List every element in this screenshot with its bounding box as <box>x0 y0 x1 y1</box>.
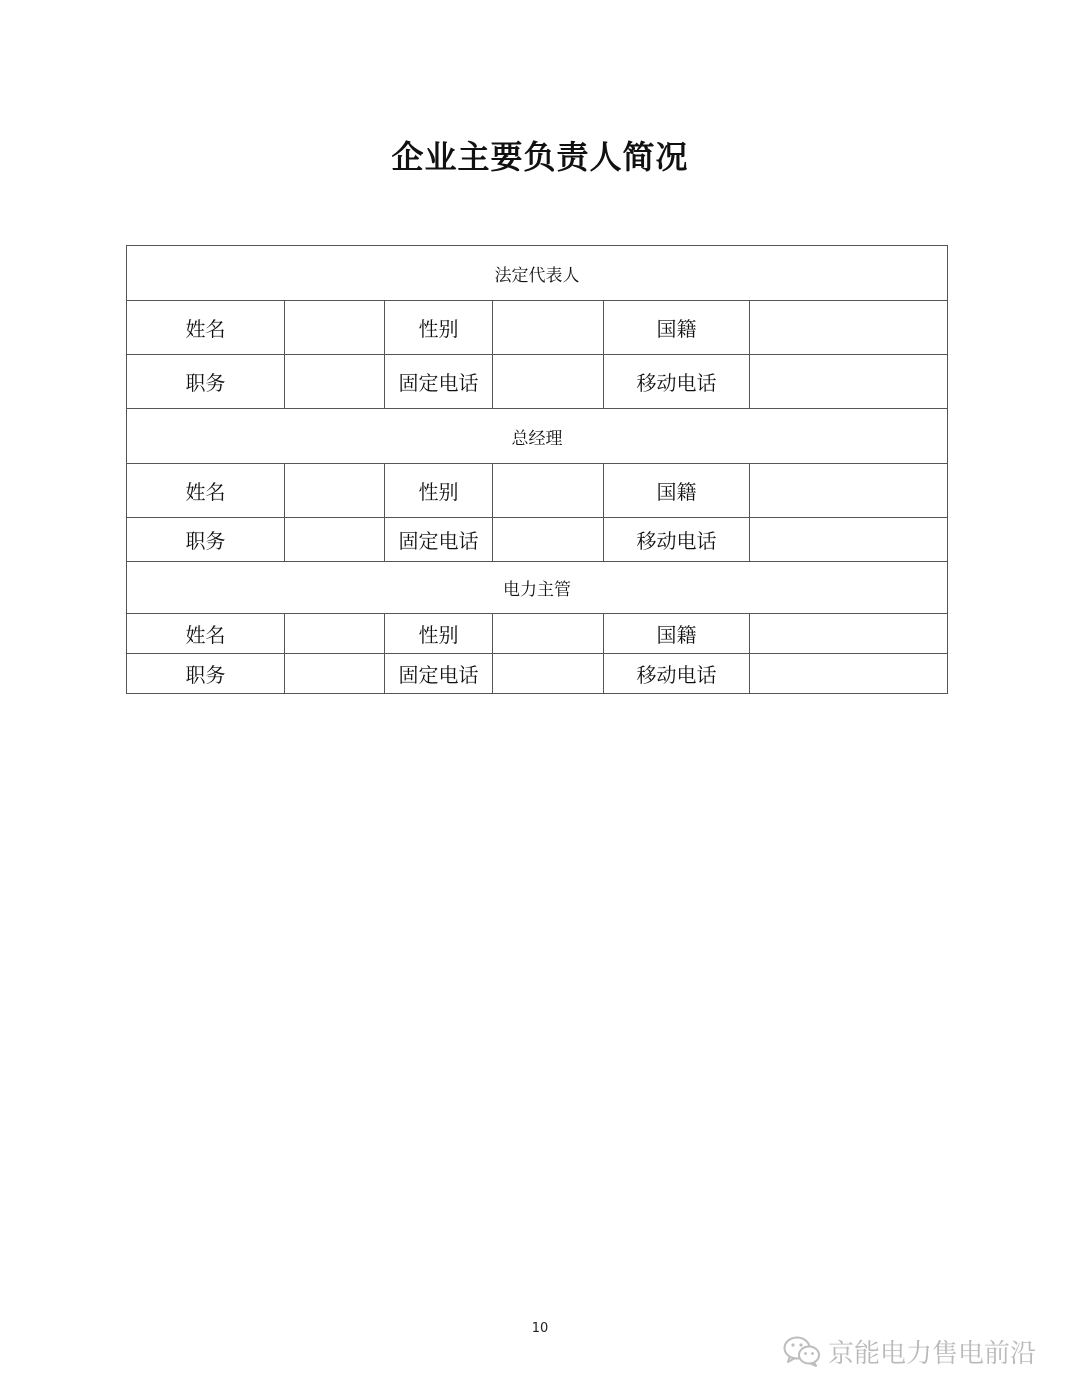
value-position <box>285 654 385 694</box>
label-name: 姓名 <box>127 464 285 518</box>
value-landline <box>493 518 604 562</box>
executives-table <box>126 245 948 694</box>
value-gender <box>493 464 604 518</box>
section-header-power-supervisor: 电力主管 <box>127 562 948 614</box>
label-nationality: 国籍 <box>604 614 750 654</box>
section-header-legal-representative: 法定代表人 <box>127 246 948 301</box>
label-landline: 固定电话 <box>385 355 493 409</box>
watermark <box>782 1333 1036 1369</box>
label-nationality: 国籍 <box>604 464 750 518</box>
label-nationality: 国籍 <box>604 301 750 355</box>
table-row <box>127 355 948 409</box>
value-name <box>285 614 385 654</box>
table-row <box>127 654 948 694</box>
label-name: 姓名 <box>127 301 285 355</box>
section-header-row <box>127 409 948 464</box>
table-row <box>127 301 948 355</box>
label-mobile: 移动电话 <box>604 654 750 694</box>
value-position <box>285 518 385 562</box>
section-header-row <box>127 246 948 301</box>
label-mobile: 移动电话 <box>604 518 750 562</box>
table-row <box>127 464 948 518</box>
section-header-row <box>127 562 948 614</box>
page-title: 企业主要负责人简况 <box>391 138 689 176</box>
value-mobile <box>750 518 948 562</box>
value-landline <box>493 654 604 694</box>
value-mobile <box>750 654 948 694</box>
value-landline <box>493 355 604 409</box>
label-position: 职务 <box>127 355 285 409</box>
page-number: 10 <box>531 1321 549 1336</box>
value-gender <box>493 614 604 654</box>
label-landline: 固定电话 <box>385 654 493 694</box>
label-position: 职务 <box>127 654 285 694</box>
table-row <box>127 518 948 562</box>
value-gender <box>493 301 604 355</box>
label-landline: 固定电话 <box>385 518 493 562</box>
value-name <box>285 464 385 518</box>
value-nationality <box>750 464 948 518</box>
table-row <box>127 614 948 654</box>
value-mobile <box>750 355 948 409</box>
label-gender: 性别 <box>385 614 493 654</box>
label-position: 职务 <box>127 518 285 562</box>
label-name: 姓名 <box>127 614 285 654</box>
label-gender: 性别 <box>385 464 493 518</box>
value-name <box>285 301 385 355</box>
value-nationality <box>750 614 948 654</box>
label-gender: 性别 <box>385 301 493 355</box>
watermark-text: 京能电力售电前沿 <box>828 1338 1037 1369</box>
value-position <box>285 355 385 409</box>
label-mobile: 移动电话 <box>604 355 750 409</box>
wechat-icon <box>782 1334 822 1368</box>
section-header-general-manager: 总经理 <box>127 409 948 464</box>
value-nationality <box>750 301 948 355</box>
